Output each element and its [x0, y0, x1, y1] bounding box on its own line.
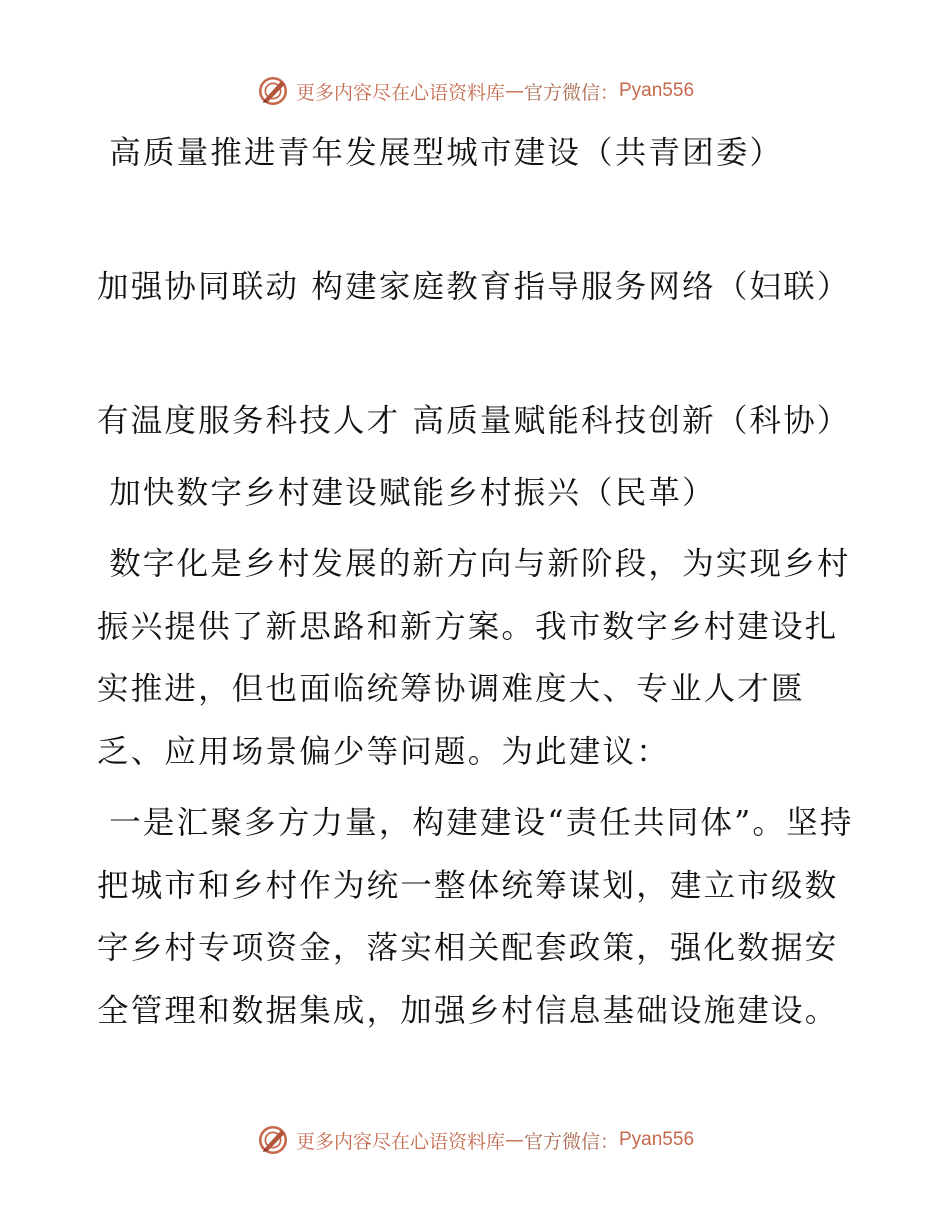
watermark-wechat-id: Pyan556	[619, 80, 695, 101]
header-watermark	[0, 71, 950, 111]
watermark-main-text: 更多内容尽在心语资料库	[295, 81, 505, 104]
document-body	[97, 122, 857, 1042]
watermark-main-text: 更多内容尽在心语资料库	[295, 1130, 505, 1153]
pen-logo-icon	[256, 1123, 290, 1157]
watermark-sub-text: 官方微信：	[523, 1130, 619, 1153]
paragraph-digital-village-intro: 数字化是乡村发展的新方向与新阶段，为实现乡村振兴提供了新思路和新方案。我市数字乡村建设扎实推进，但也面临统筹协调难度大、专业人才匮乏、应用场景偏少等问题。为此建议：	[97, 546, 851, 770]
heading-family-education: 加强协同联动 构建家庭教育指导服务网络（妇联）	[97, 206, 851, 305]
watermark-wechat-id: Pyan556	[619, 1129, 695, 1150]
watermark-sub-text: 官方微信：	[523, 81, 619, 104]
watermark-dash: —	[504, 1129, 524, 1151]
heading-tech-talent: 有温度服务科技人才 高质量赋能科技创新（科协）	[97, 340, 851, 439]
pen-logo-icon	[256, 74, 290, 108]
heading-youth-city: 高质量推进青年发展型城市建设（共青团委）	[97, 135, 784, 171]
footer-watermark	[0, 1120, 950, 1160]
heading-digital-village: 加快数字乡村建设赋能乡村振兴（民革）	[97, 474, 716, 511]
paragraph-suggestion-one: 一是汇聚多方力量，构建建设“责任共同体”。坚持把城市和乡村作为统一整体统筹谋划，建立市级数字乡村专项资金，落实相关配套政策，强化数据安全管理和数据集成，加强乡村信息基础设施建设。	[97, 805, 854, 1029]
watermark-dash: —	[504, 80, 524, 102]
